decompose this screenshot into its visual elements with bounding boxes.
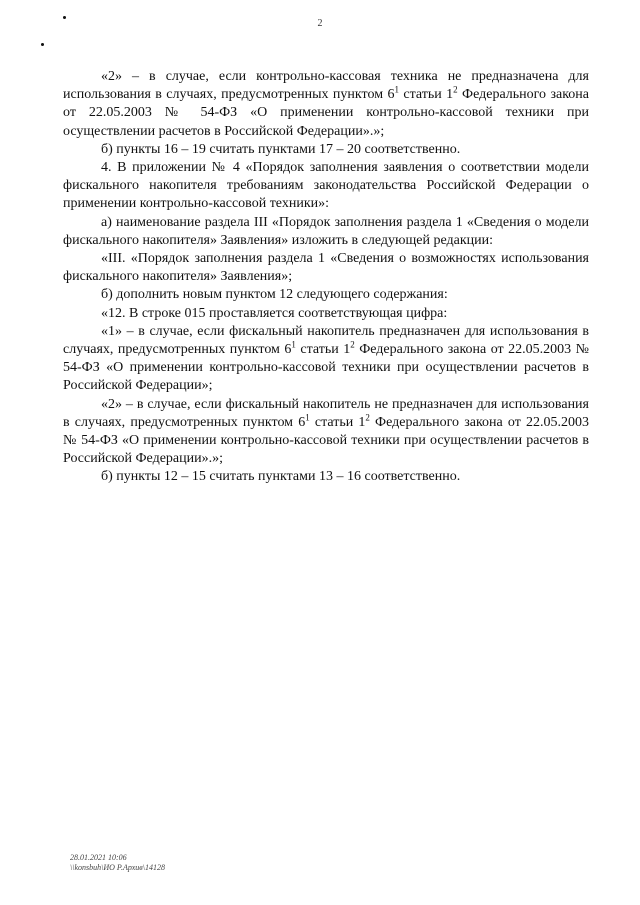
footer-stamp	[70, 853, 165, 873]
document-body	[63, 68, 589, 487]
page-number: 2	[317, 18, 323, 29]
paragraph: 4. В приложении № 4 «Порядок заполнения заявления о соответствии модели фискального накопителя требованиям законодательства Российской Федерации о применении контрольно-кассовой техники»:	[63, 160, 589, 212]
paragraph: б) пункты 12 – 15 считать пунктами 13 – 16 соответственно.	[101, 469, 461, 485]
paragraph: «2» – в случае, если контрольно-кассовая техника не предназначена для использования в случаях, предусмотренных пунктом $6^1$ статьи $1^2$ Федерального закона от 22.05.2003 № 54-ФЗ «О применении контрольно-кассовой техники при осуществлении расчетов в Российской Федерации».»;	[63, 69, 589, 139]
paragraph: а) наименование раздела III «Порядок заполнения раздела 1 «Сведения о модели фискального накопителя» Заявления» изложить в следующей редакции:	[63, 214, 589, 248]
footer-file-path: \\konsbuh\ИО Р.Архив\14128	[70, 863, 165, 872]
scan-speck	[41, 43, 44, 46]
paragraph: «1» – в случае, если фискальный накопитель предназначен для использования в случаях, предусмотренных пунктом $6^1$ статьи $1^2$ Федерального закона от 22.05.2003 № 54-ФЗ «О применении контрольно-кассовой техники при осуществлении расчетов в Российской Федерации»;	[63, 323, 590, 394]
paragraph: «III. «Порядок заполнения раздела 1 «Сведения о возможностях использования фискального накопителя» Заявления»;	[63, 251, 589, 285]
paragraph: «2» – в случае, если фискальный накопитель не предназначен для использования в случаях, предусмотренных пунктом $6^1$ статьи $1^2$ Федерального закона от 22.05.2003 № 54-ФЗ «О применении контрольно-кассовой техники при осуществлении расчетов в Российской Федерации».»;	[63, 396, 590, 467]
paragraph: б) дополнить новым пунктом 12 следующего содержания:	[101, 287, 448, 303]
paragraph: «12. В строке 015 проставляется соответствующая цифра:	[101, 305, 448, 321]
footer-timestamp: 28.01.2021 10:06	[70, 853, 127, 862]
paragraph: б) пункты 16 – 19 считать пунктами 17 – 20 соответственно.	[101, 141, 461, 157]
